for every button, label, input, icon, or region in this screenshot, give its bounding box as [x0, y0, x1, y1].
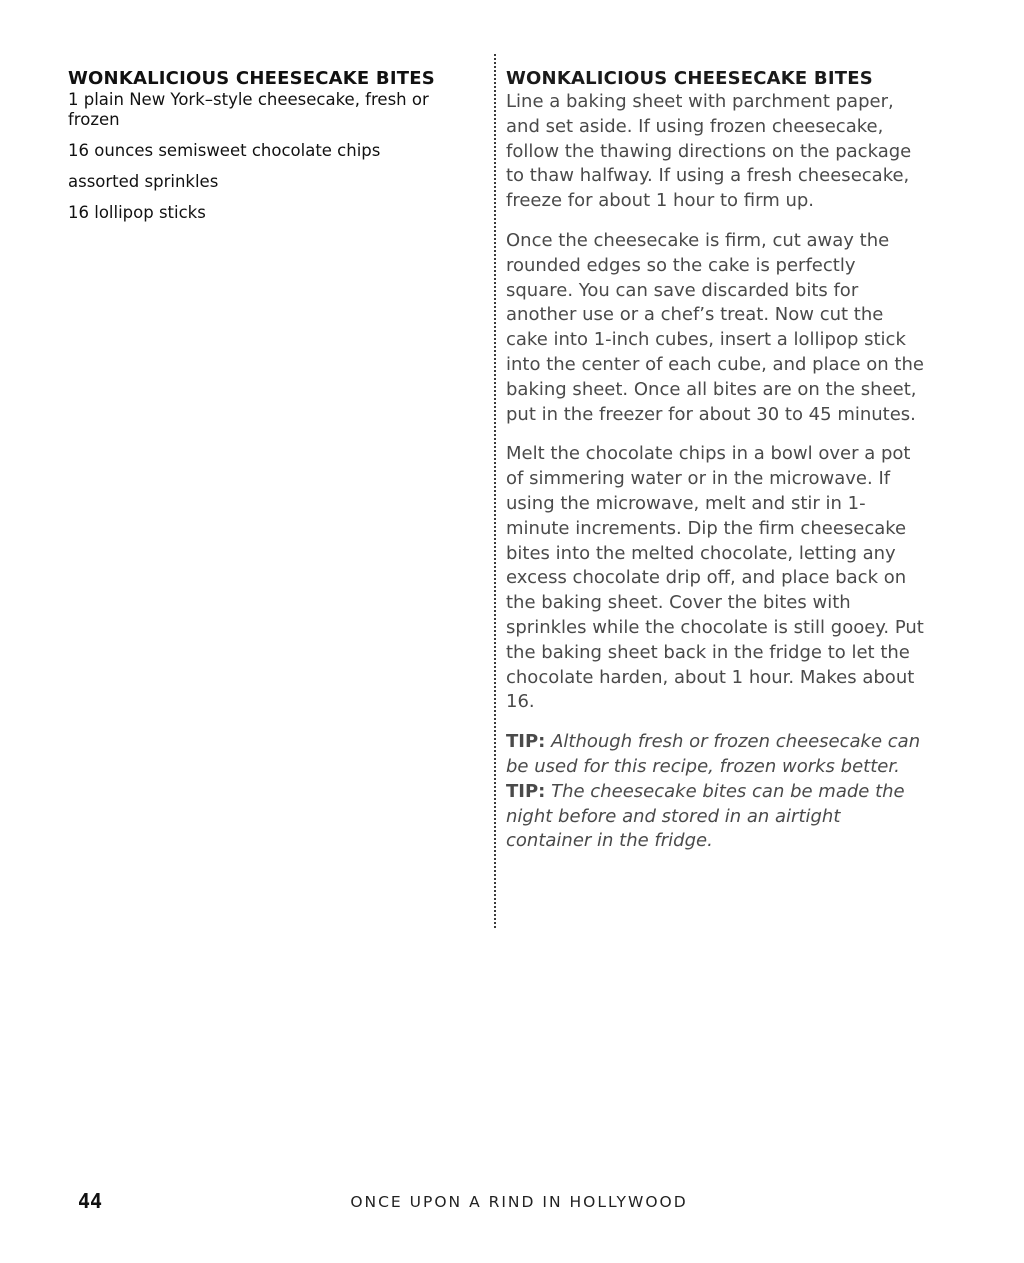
instruction-paragraph: Line a baking sheet with parchment paper, and set aside. If using frozen cheesecake, follow the thawing directions on the package to thaw halfway. If using a fresh cheesecake, freeze for about 1 hour to firm up. [506, 91, 912, 212]
instruction-paragraph: Once the cheesecake is firm, cut away the rounded edges so the cake is perfectly square. You can save discarded bits for another use or a chef’s treat. Now cut the cake into 1-inch cubes, insert a lollipop stick into the center of each cube, and place on the baking sheet. Once all bites are on the sheet, put in the freezer for about 30 to 45 minutes. [506, 229, 924, 425]
tip-label: TIP: [506, 731, 546, 753]
tip-text: Although fresh or frozen cheesecake can be used for this recipe, frozen works better. [506, 731, 921, 777]
ingredients-column [68, 68, 473, 234]
tip-note [506, 730, 924, 780]
tip-label: TIP: [506, 780, 546, 802]
instruction-paragraph: Melt the chocolate chips in a bowl over a pot of simmering water or in the microwave. If using the microwave, melt and stir in 1-minute increments. Dip the firm cheesecake bites into the melted chocolate, letting any excess chocolate drip off, and place back on the baking sheet. Cover the bites with sprinkles while the chocolate is still gooey. Put the baking sheet back in the fridge to let the chocolate harden, about 1 hour. Makes about 16. [506, 443, 924, 713]
page-number: 44 [78, 1189, 103, 1213]
ingredient-item: 16 lollipop sticks [68, 203, 206, 222]
tip-note [506, 780, 924, 854]
instructions-recipe-title: WONKALICIOUS CHEESECAKE BITES [506, 68, 873, 89]
tip-text: The cheesecake bites can be made the night before and stored in an airtight container in the fridge. [506, 780, 905, 852]
ingredient-item: 1 plain New York–style cheesecake, fresh or frozen [68, 90, 429, 129]
running-footer-title: ONCE UPON A RIND IN HOLLYWOOD [350, 1193, 688, 1211]
ingredient-item: assorted sprinkles [68, 172, 219, 191]
column-divider [494, 54, 496, 928]
ingredients-list [68, 90, 473, 223]
ingredient-item: 16 ounces semisweet chocolate chips [68, 141, 381, 160]
ingredients-recipe-title: WONKALICIOUS CHEESECAKE BITES [68, 68, 435, 89]
instructions-column [506, 68, 924, 854]
